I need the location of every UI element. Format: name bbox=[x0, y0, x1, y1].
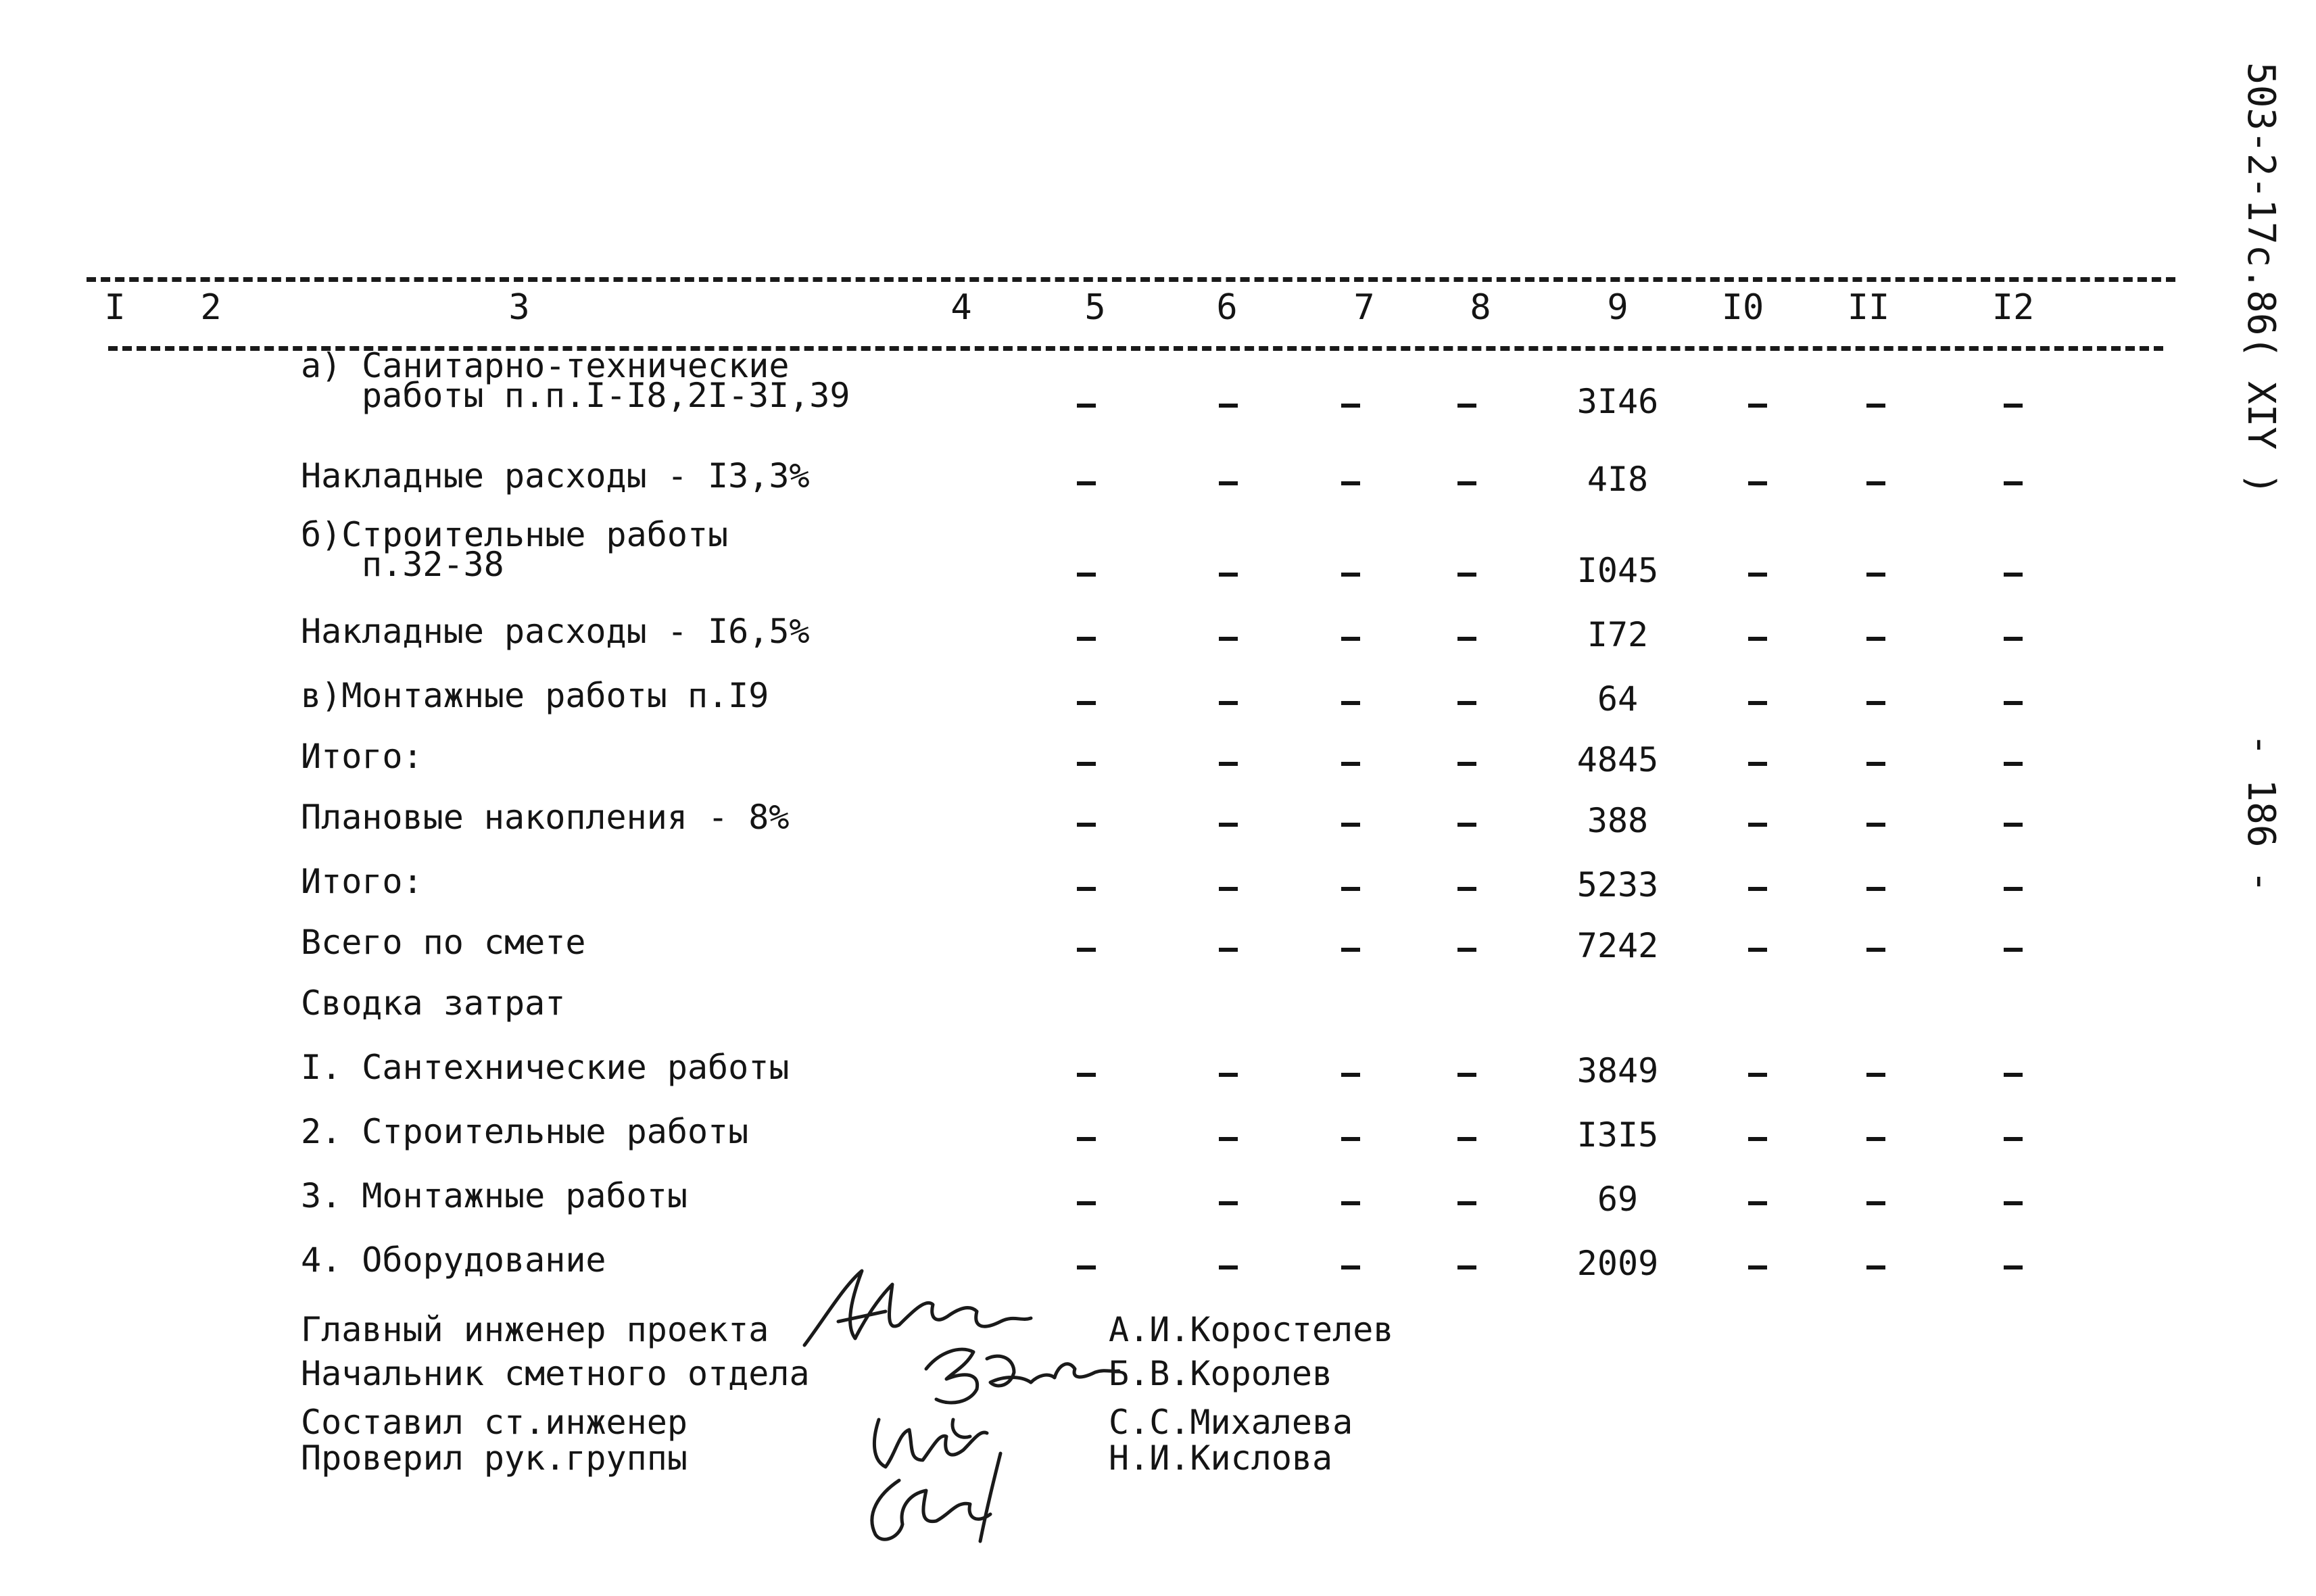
column-header: 2 bbox=[200, 287, 222, 328]
table-row bbox=[0, 1112, 2316, 1156]
empty-dash bbox=[1341, 823, 1360, 827]
column-header: 7 bbox=[1353, 287, 1375, 328]
cost-value: 7242 bbox=[1576, 926, 1659, 965]
empty-dash bbox=[1457, 573, 1476, 577]
table-row bbox=[0, 515, 2316, 591]
empty-dash bbox=[1341, 887, 1360, 891]
empty-dash bbox=[1341, 1137, 1360, 1141]
empty-dash bbox=[1457, 948, 1476, 952]
column-header: I2 bbox=[1992, 287, 2035, 328]
empty-dash bbox=[1748, 1137, 1767, 1141]
empty-dash bbox=[2004, 948, 2023, 952]
table-row bbox=[0, 737, 2316, 781]
empty-dash bbox=[2004, 481, 2023, 485]
table-row bbox=[0, 346, 2316, 422]
row-label bbox=[301, 456, 810, 495]
empty-dash bbox=[1077, 762, 1096, 766]
empty-dash bbox=[1457, 1137, 1476, 1141]
empty-dash bbox=[2004, 404, 2023, 408]
empty-dash bbox=[1219, 573, 1238, 577]
empty-dash bbox=[1866, 573, 1885, 577]
empty-dash bbox=[2004, 1073, 2023, 1077]
doc-code: 503-2-17c.86( XIY ) bbox=[2239, 62, 2283, 495]
empty-dash bbox=[1866, 701, 1885, 705]
empty-dash bbox=[1219, 1137, 1238, 1141]
empty-dash bbox=[1341, 404, 1360, 408]
signature-name: Б.В.Королев bbox=[1109, 1354, 1333, 1393]
empty-dash bbox=[1341, 762, 1360, 766]
cost-value: 69 bbox=[1597, 1180, 1639, 1219]
empty-dash bbox=[2004, 1201, 2023, 1205]
row-label bbox=[301, 515, 729, 584]
empty-dash bbox=[2004, 1265, 2023, 1269]
empty-dash bbox=[2004, 887, 2023, 891]
empty-dash bbox=[1866, 823, 1885, 827]
empty-dash bbox=[1219, 1201, 1238, 1205]
empty-dash bbox=[1341, 637, 1360, 641]
row-label bbox=[301, 737, 423, 776]
signature-role: Проверил рук.группы bbox=[301, 1438, 687, 1478]
column-header: 5 bbox=[1084, 287, 1106, 328]
empty-dash bbox=[1457, 1265, 1476, 1269]
table-row bbox=[0, 862, 2316, 906]
empty-dash bbox=[1077, 948, 1096, 952]
empty-dash bbox=[1219, 1073, 1238, 1077]
empty-dash bbox=[1341, 948, 1360, 952]
empty-dash bbox=[1077, 573, 1096, 577]
row-label bbox=[301, 862, 423, 901]
empty-dash bbox=[1748, 1201, 1767, 1205]
column-header: 6 bbox=[1216, 287, 1238, 328]
empty-dash bbox=[1341, 1265, 1360, 1269]
empty-dash bbox=[1866, 1265, 1885, 1269]
row-label bbox=[301, 984, 566, 1023]
row-label-line: Сводка затрат bbox=[301, 984, 566, 1023]
empty-dash bbox=[1457, 1201, 1476, 1205]
empty-dash bbox=[1866, 1073, 1885, 1077]
empty-dash bbox=[1077, 637, 1096, 641]
row-label bbox=[301, 1048, 790, 1087]
row-label-line: работы п.п.I-I8,2I-3I,39 bbox=[362, 376, 850, 415]
empty-dash bbox=[1341, 1201, 1360, 1205]
empty-dash bbox=[1219, 762, 1238, 766]
empty-dash bbox=[1077, 404, 1096, 408]
empty-dash bbox=[1457, 823, 1476, 827]
page-number: - 186 - bbox=[2239, 733, 2283, 894]
empty-dash bbox=[1077, 1073, 1096, 1077]
row-label-line: Накладные расходы - I6,5% bbox=[301, 612, 810, 651]
signature-role: Главный инженер проекта bbox=[301, 1310, 769, 1349]
empty-dash bbox=[1077, 823, 1096, 827]
empty-dash bbox=[1219, 887, 1238, 891]
table-row bbox=[0, 456, 2316, 500]
table-row bbox=[0, 1048, 2316, 1092]
column-header: I0 bbox=[1721, 287, 1764, 328]
empty-dash bbox=[1748, 1265, 1767, 1269]
column-header: I bbox=[104, 287, 126, 328]
empty-dash bbox=[1077, 481, 1096, 485]
empty-dash bbox=[2004, 823, 2023, 827]
empty-dash bbox=[1866, 1201, 1885, 1205]
row-label-line: 4. Оборудование bbox=[301, 1240, 606, 1280]
column-header: 4 bbox=[950, 287, 972, 328]
empty-dash bbox=[1748, 948, 1767, 952]
empty-dash bbox=[1219, 701, 1238, 705]
cost-value: 3I46 bbox=[1576, 382, 1659, 421]
cost-value: 3849 bbox=[1576, 1051, 1659, 1090]
cost-value: 2009 bbox=[1576, 1244, 1659, 1283]
empty-dash bbox=[1866, 1137, 1885, 1141]
empty-dash bbox=[1341, 481, 1360, 485]
empty-dash bbox=[1457, 481, 1476, 485]
empty-dash bbox=[1219, 1265, 1238, 1269]
empty-dash bbox=[1748, 1073, 1767, 1077]
row-label bbox=[301, 798, 790, 837]
row-label-line: Итого: bbox=[301, 737, 423, 776]
row-label-line: 2. Строительные работы bbox=[301, 1112, 749, 1151]
row-label-line: I. Сантехнические работы bbox=[301, 1048, 790, 1087]
table-row bbox=[0, 798, 2316, 842]
empty-dash bbox=[1457, 701, 1476, 705]
column-header: 8 bbox=[1470, 287, 1491, 328]
cost-value: I72 bbox=[1587, 615, 1649, 654]
empty-dash bbox=[1219, 823, 1238, 827]
handwritten-signatures bbox=[798, 1257, 1122, 1555]
empty-dash bbox=[1341, 1073, 1360, 1077]
empty-dash bbox=[1341, 701, 1360, 705]
empty-dash bbox=[1219, 404, 1238, 408]
column-header: 3 bbox=[508, 287, 530, 328]
signature-name: С.С.Михалева bbox=[1109, 1403, 1353, 1442]
table-row bbox=[0, 984, 2316, 1027]
row-label bbox=[301, 612, 810, 651]
row-label-line: Плановые накопления - 8% bbox=[301, 798, 790, 837]
empty-dash bbox=[1219, 481, 1238, 485]
cost-value: 5233 bbox=[1576, 865, 1659, 904]
empty-dash bbox=[1866, 404, 1885, 408]
row-label-line: а) Санитарно-технические bbox=[301, 346, 790, 385]
signature-role: Начальник сметного отдела bbox=[301, 1354, 810, 1393]
table-row bbox=[0, 1176, 2316, 1220]
cost-value: I045 bbox=[1576, 551, 1659, 590]
cost-value: 4845 bbox=[1576, 740, 1659, 779]
empty-dash bbox=[1457, 404, 1476, 408]
empty-dash bbox=[1077, 1201, 1096, 1205]
empty-dash bbox=[1077, 887, 1096, 891]
row-label-line: Итого: bbox=[301, 862, 423, 901]
empty-dash bbox=[1866, 887, 1885, 891]
empty-dash bbox=[1077, 701, 1096, 705]
row-label-line: 3. Монтажные работы bbox=[301, 1176, 687, 1215]
signature-name: Н.И.Кислова bbox=[1109, 1438, 1333, 1478]
empty-dash bbox=[1866, 762, 1885, 766]
row-label bbox=[301, 1176, 687, 1215]
empty-dash bbox=[1457, 1073, 1476, 1077]
column-header: II bbox=[1847, 287, 1890, 328]
empty-dash bbox=[1866, 481, 1885, 485]
cost-value: 4I8 bbox=[1587, 460, 1649, 499]
empty-dash bbox=[1866, 948, 1885, 952]
empty-dash bbox=[1748, 404, 1767, 408]
empty-dash bbox=[1219, 948, 1238, 952]
empty-dash bbox=[1077, 1137, 1096, 1141]
row-label-line: п.32-38 bbox=[362, 545, 504, 584]
empty-dash bbox=[2004, 573, 2023, 577]
empty-dash bbox=[1866, 637, 1885, 641]
row-label bbox=[301, 676, 769, 715]
empty-dash bbox=[1748, 762, 1767, 766]
empty-dash bbox=[1748, 887, 1767, 891]
empty-dash bbox=[2004, 762, 2023, 766]
empty-dash bbox=[1219, 637, 1238, 641]
header-top-rule bbox=[87, 277, 2175, 282]
cost-value: I3I5 bbox=[1576, 1115, 1659, 1155]
row-label bbox=[301, 346, 850, 415]
row-label-line: Всего по смете bbox=[301, 923, 586, 962]
table-row bbox=[0, 1240, 2316, 1284]
empty-dash bbox=[1748, 701, 1767, 705]
cost-value: 388 bbox=[1587, 801, 1649, 840]
signature-role: Составил ст.инженер bbox=[301, 1403, 687, 1442]
empty-dash bbox=[1748, 823, 1767, 827]
empty-dash bbox=[1748, 637, 1767, 641]
empty-dash bbox=[1341, 573, 1360, 577]
row-label-line: в)Монтажные работы п.I9 bbox=[301, 676, 769, 715]
row-label bbox=[301, 1112, 749, 1151]
table-row bbox=[0, 676, 2316, 720]
table-row bbox=[0, 612, 2316, 656]
empty-dash bbox=[2004, 637, 2023, 641]
empty-dash bbox=[2004, 701, 2023, 705]
column-header: 9 bbox=[1607, 287, 1629, 328]
signature-name: А.И.Коростелев bbox=[1109, 1310, 1394, 1349]
row-label-line: б)Строительные работы bbox=[301, 515, 729, 554]
empty-dash bbox=[1457, 762, 1476, 766]
empty-dash bbox=[1457, 637, 1476, 641]
empty-dash bbox=[2004, 1137, 2023, 1141]
empty-dash bbox=[1748, 573, 1767, 577]
cost-value: 64 bbox=[1597, 679, 1639, 719]
empty-dash bbox=[1457, 887, 1476, 891]
empty-dash bbox=[1748, 481, 1767, 485]
row-label-line: Накладные расходы - I3,3% bbox=[301, 456, 810, 495]
row-label bbox=[301, 923, 586, 962]
row-label bbox=[301, 1240, 606, 1280]
table-row bbox=[0, 923, 2316, 967]
